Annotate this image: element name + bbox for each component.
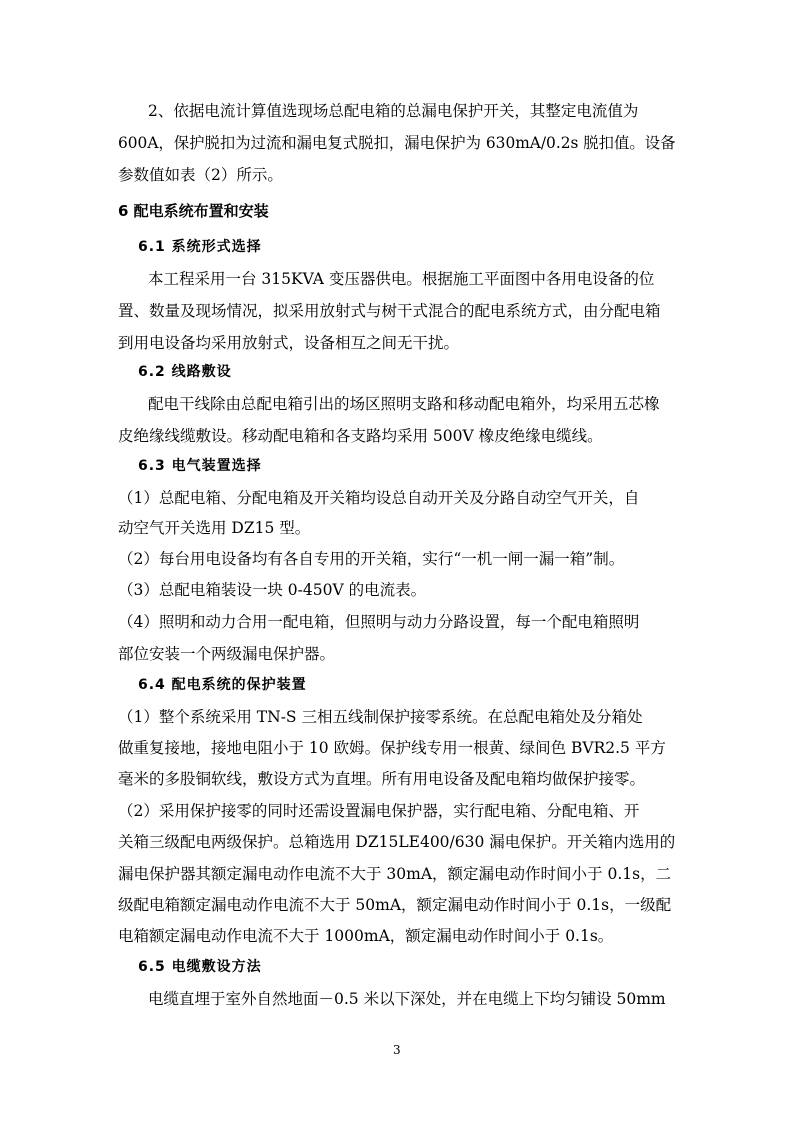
text-line: （2）每台用电设备均有各自专用的开关箱，实行“一机一闸一漏一箱”制。 <box>118 550 625 568</box>
text-line: 动空气开关选用 DZ15 型。 <box>118 519 311 537</box>
subsection-heading: 6.5 电缆敷设方法 <box>138 959 262 975</box>
text-line: 部位安装一个两级漏电保护器。 <box>118 645 336 663</box>
text-line: 皮绝缘线缆敷设。移动配电箱和各支路均采用 500V 橡皮绝缘电缆线。 <box>118 427 603 445</box>
text-line: 参数值如表（2）所示。 <box>118 166 283 184</box>
text-line: 电箱额定漏电动作电流不大于 1000mA，额定漏电动作时间小于 0.1s。 <box>118 927 614 945</box>
text-line: （4）照明和动力合用一配电箱，但照明与动力分路设置，每一个配电箱照明 <box>118 613 640 631</box>
subsection-heading: 6.3 电气装置选择 <box>138 458 262 474</box>
text-line: 600A，保护脱扣为过流和漏电复式脱扣，漏电保护为 630mA/0.2s 脱扣值。设备 <box>118 134 676 152</box>
section-heading: 6 配电系统布置和安装 <box>118 202 269 220</box>
text-line: （1）总配电箱、分配电箱及开关箱均设总自动开关及分路自动空气开关，自 <box>118 489 640 507</box>
text-line: 漏电保护器其额定漏电动作电流不大于 30mA，额定漏电动作时间小于 0.1s，二 <box>118 865 672 883</box>
text-line: 做重复接地，接地电阻小于 10 欧姆。保护线专用一根黄、绿间色 BVR2.5 平方 <box>118 739 666 757</box>
text-line: 2、依据电流计算值选现场总配电箱的总漏电保护开关，其整定电流值为 <box>148 102 639 120</box>
text-line: （2）采用保护接零的同时还需设置漏电保护器，实行配电箱、分配电箱、开 <box>118 802 640 820</box>
subsection-heading: 6.2 线路敷设 <box>138 364 232 380</box>
text-line: 置、数量及现场情况，拟采用放射式与树干式混合的配电系统方式，由分配电箱 <box>118 302 661 320</box>
text-line: 配电干线除由总配电箱引出的场区照明支路和移动配电箱外，均采用五芯橡 <box>148 395 660 413</box>
text-line: （1）整个系统采用 TN-S 三相五线制保护接零系统。在总配电箱处及分箱处 <box>118 708 643 726</box>
text-line: 毫米的多股铜软线，敷设方式为直埋。所有用电设备及配电箱均做保护接零。 <box>118 770 646 788</box>
page-number: 3 <box>393 1043 401 1057</box>
subsection-heading: 6.4 配电系统的保护装置 <box>138 677 307 693</box>
text-line: 到用电设备均采用放射式，设备相互之间无干扰。 <box>118 334 460 352</box>
text-line: 本工程采用一台 315KVA 变压器供电。根据施工平面图中各用电设备的位 <box>148 270 655 288</box>
text-line: 电缆直埋于室外自然地面－0.5 米以下深处，并在电缆上下均匀铺设 50mm <box>148 990 666 1008</box>
text-line: 级配电箱额定漏电动作电流不大于 50mA，额定漏电动作时间小于 0.1s，一级配 <box>118 896 672 914</box>
text-line: （3）总配电箱装设一块 0-450V 的电流表。 <box>118 581 427 599</box>
subsection-heading: 6.1 系统形式选择 <box>138 239 262 255</box>
text-line: 关箱三级配电两级保护。总箱选用 DZ15LE400/630 漏电保护。开关箱内选用的 <box>118 833 676 851</box>
